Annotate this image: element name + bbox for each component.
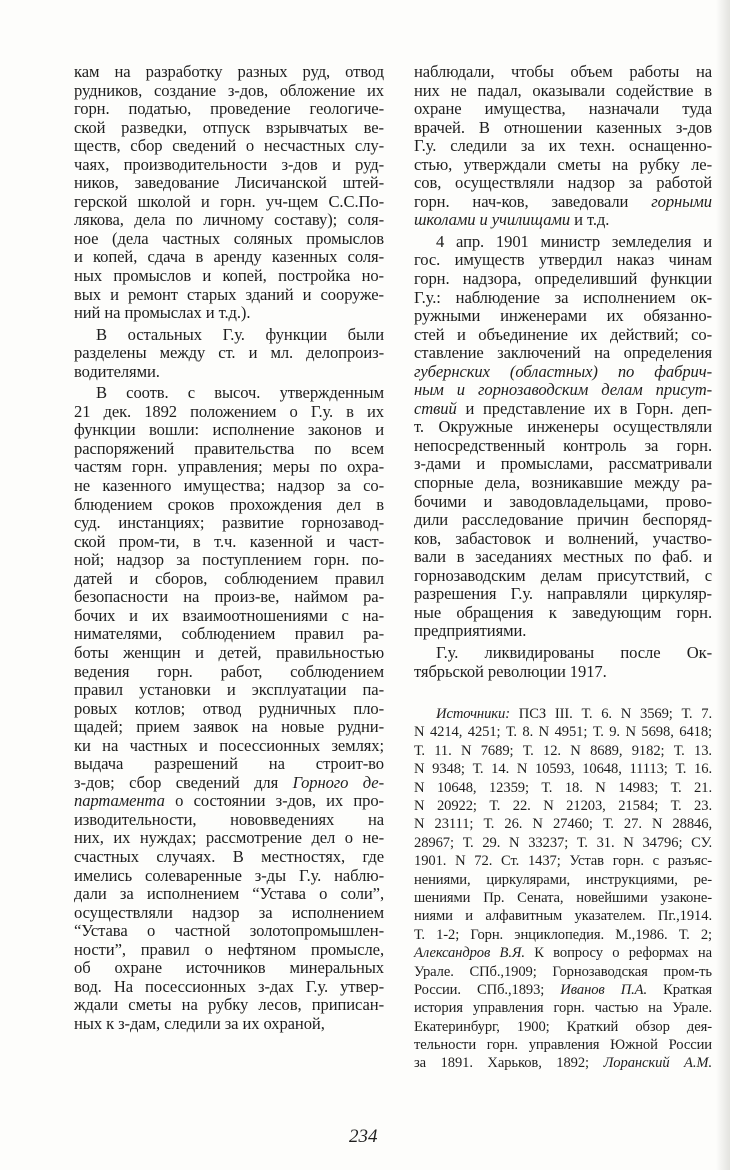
text-line	[74, 737, 384, 756]
text-line	[414, 100, 712, 119]
text-run: Краткая	[647, 981, 712, 998]
text-run: сов, осуществляли надзор за работой	[414, 173, 712, 193]
text-run: горнозаводским делам присутствий, с	[414, 565, 712, 585]
paragraph	[414, 63, 712, 230]
text-line	[74, 440, 384, 459]
text-run: ровых котлов; отвод рудничных пло-	[74, 698, 384, 718]
text-run: 28967; Т. 29. N 33237; Т. 31. N 34796; СУ.	[414, 834, 712, 851]
text-run: В остальных Г.у. функции были	[96, 324, 384, 344]
text-line	[74, 211, 384, 230]
text-run: лякова, дела по личному составу); соля-	[74, 210, 384, 230]
text-line	[414, 585, 712, 604]
text-line	[414, 381, 712, 400]
text-run: датей и сборов, соблюдением правил	[74, 568, 384, 588]
text-run: ки на частных и посессионных землях;	[74, 735, 384, 755]
text-run: герской школой и горн. уч-щем С.С.По-	[74, 191, 384, 211]
text-run: “Устава о частной золотопромышлен-	[74, 921, 384, 941]
text-line	[74, 625, 384, 644]
text-run: об охране источников минеральных	[74, 958, 384, 978]
text-line	[414, 363, 712, 382]
text-line	[74, 1015, 384, 1034]
source-line	[414, 889, 712, 907]
text-line	[414, 270, 712, 289]
text-run: имелись солеваренные з-ды Г.у. наблю-	[74, 865, 384, 885]
source-line	[414, 760, 712, 778]
text-run: них не падал, оказывали содействие в	[414, 80, 712, 100]
source-line	[414, 871, 712, 889]
text-run: 4 апр. 1901 министр земледелия и	[436, 231, 712, 251]
text-line	[74, 904, 384, 923]
text-run: бочими и заводовладельцами, прово-	[414, 491, 712, 511]
text-run: чаях, производительности з-дов и руд-	[74, 154, 384, 174]
text-run: щадей; прием заявок на новые рудни-	[74, 717, 384, 737]
source-line	[414, 705, 712, 723]
text-run: и т.д.	[570, 210, 610, 230]
text-line	[74, 363, 384, 382]
text-run: разрешения Г.у. направляли циркуляр-	[414, 584, 712, 604]
text-run: горн. нач-ков, заведовали	[414, 191, 652, 211]
text-run: ное (дела частных соляных промыслов	[74, 228, 384, 248]
text-run: тябрьской революции 1917.	[414, 661, 607, 681]
text-run: за 1891. Харьков, 1892;	[414, 1055, 604, 1072]
italic-text: Александров В.Я.	[414, 945, 525, 962]
text-line	[414, 326, 712, 345]
italic-text: Лоранский А.М.	[603, 1055, 713, 1072]
text-line	[414, 289, 712, 308]
italic-text: ным и горнозаводским делам присут-	[414, 380, 712, 400]
text-run: Т. 11. N 7689; Т. 12. N 8689, 9182; Т. 13.	[414, 742, 712, 759]
text-run: вали в заседаниях местных по фаб. и	[414, 547, 712, 567]
text-line	[74, 477, 384, 496]
text-run: счастных случаях. В местностях, где	[74, 846, 384, 866]
text-run: дали за исполнением “Устава о соли”,	[74, 884, 384, 904]
text-line	[74, 344, 384, 363]
paragraph	[74, 63, 384, 323]
text-run: Г.у. следили за их техн. оснащенно-	[414, 136, 712, 156]
source-line	[414, 815, 712, 833]
italic-text: партамента	[74, 791, 165, 811]
text-run: ской пром-ти, в т.ч. казенной и част-	[74, 531, 384, 551]
source-line	[414, 1018, 712, 1036]
text-run: Г.у.: наблюдение за исполнением ок-	[414, 287, 712, 307]
text-line	[74, 755, 384, 774]
text-line	[74, 496, 384, 515]
text-run: стей и объединение их действий; со-	[414, 324, 712, 344]
text-line	[74, 996, 384, 1015]
text-run: суд. инстанциях; развитие горнозавод-	[74, 513, 384, 533]
paragraph	[414, 233, 712, 641]
text-line	[414, 251, 712, 270]
text-run: т. Окружные инженеры осуществляли	[414, 417, 712, 437]
text-run: В соотв. с высоч. утвержденным	[96, 383, 384, 403]
text-line	[414, 233, 712, 252]
text-line	[414, 400, 712, 419]
text-line	[74, 829, 384, 848]
text-run: 1901. N 72. Ст. 1437; Устав горн. с разъяс-	[414, 853, 712, 870]
text-line	[414, 63, 712, 82]
source-line	[414, 907, 712, 925]
text-run: ной; надзор за поступлением горн. по-	[74, 550, 384, 570]
text-run: шениями Пр. Сената, новейшими узаконе-	[414, 889, 712, 906]
text-run: дили расследование причин беспоряд-	[414, 510, 712, 530]
text-line	[414, 156, 712, 175]
paragraph	[414, 644, 712, 681]
text-run: изводительности, нововведениях на	[74, 809, 384, 829]
text-run: разделены между ст. и мл. делопроиз-	[74, 343, 384, 363]
text-run: частям горн. управления; меры по охра-	[74, 457, 384, 477]
source-line	[414, 742, 712, 760]
source-line	[414, 723, 712, 741]
text-line	[74, 326, 384, 345]
text-line	[414, 644, 712, 663]
source-line	[414, 1054, 712, 1072]
text-line	[414, 604, 712, 623]
text-line	[74, 304, 384, 323]
text-run: о состоянии з-дов, их про-	[164, 791, 384, 811]
source-line	[414, 779, 712, 797]
text-run: ных к з-дам, следили за их охраной,	[74, 1013, 325, 1033]
text-line	[74, 848, 384, 867]
text-run: вых и ремонт старых зданий и сооруже-	[74, 284, 384, 304]
text-run: ников, заведование Лисичанской штей-	[74, 173, 384, 193]
text-line	[74, 607, 384, 626]
text-run: нениями, циркулярами, инструкциями, ре-	[414, 871, 712, 888]
text-line	[74, 941, 384, 960]
text-run: осуществляли надзор за исполнением	[74, 902, 384, 922]
text-run: непосредственный контроль за горн.	[414, 435, 712, 455]
italic-text: школами и училищами	[414, 210, 571, 230]
text-run: безопасности на произ-ве, наймом ра-	[74, 587, 384, 607]
text-run: ПСЗ III. Т. 6. N 3569; Т. 7.	[509, 706, 712, 723]
text-line	[414, 82, 712, 101]
text-run: вод. На посессионных з-дах Г.у. утвер-	[74, 976, 384, 996]
text-run: К вопросу о реформах на	[524, 945, 712, 962]
text-line	[74, 588, 384, 607]
page-edge-shadow	[716, 0, 730, 1170]
page-number: 234	[349, 1126, 378, 1147]
text-run: ниями и алфавитным указателем. Пг.,1914.	[414, 908, 712, 925]
text-run: нимателями, соблюдением правил ра-	[74, 624, 384, 644]
text-line	[74, 867, 384, 886]
text-run: и копей, сдача в аренду казенных соля-	[74, 247, 384, 267]
text-run: N 23111; Т. 26. N 27460; Т. 27. N 28846,	[414, 816, 712, 833]
text-run: N 9348; Т. 14. N 10593, 10648, 11113; Т. 16.	[414, 761, 712, 778]
sources-block	[414, 705, 712, 1073]
text-run: N 10648, 12359; Т. 18. N 14983; Т. 21.	[414, 779, 712, 796]
text-line	[74, 286, 384, 305]
text-line	[414, 474, 712, 493]
text-run: ждали сметы на рубку лесов, приписан-	[74, 995, 384, 1015]
text-run: тельности горн. управления Южной России	[414, 1037, 712, 1054]
source-line	[414, 999, 712, 1017]
text-run: спорные дела, возникавшие между ра-	[414, 473, 712, 493]
text-run: не казенного имущества; надзор за со-	[74, 476, 384, 496]
text-line	[414, 455, 712, 474]
text-line	[74, 193, 384, 212]
text-line	[74, 100, 384, 119]
text-run: блюдением сроков прохождения дел в	[74, 494, 384, 514]
text-run: ности”, правил о нефтяном промысле,	[74, 939, 384, 959]
text-line	[74, 421, 384, 440]
paragraph	[74, 384, 384, 1033]
text-run: выдача разрешений на строит-во	[74, 754, 384, 774]
text-line	[74, 922, 384, 941]
text-line	[414, 663, 712, 682]
text-line	[74, 384, 384, 403]
text-run: история управления горн. частью на Урале.	[414, 1000, 712, 1017]
italic-text: горными	[651, 191, 712, 211]
text-line	[414, 548, 712, 567]
text-line	[74, 978, 384, 997]
text-line	[74, 458, 384, 477]
text-run: горн. надзора, определивший функции	[414, 269, 712, 289]
text-line	[414, 174, 712, 193]
text-run: предприятиями.	[414, 621, 527, 641]
text-line	[414, 344, 712, 363]
source-line	[414, 797, 712, 815]
italic-text: ствий	[414, 398, 457, 418]
text-line	[74, 137, 384, 156]
text-run: N 4214, 4251; Т. 8. N 4951; Т. 9. N 5698, 6418;	[414, 724, 712, 741]
text-run: ные обращения к заведующим горн.	[414, 602, 712, 622]
text-run: ков, забастовок и волнений, участво-	[414, 528, 712, 548]
text-run: ний на промыслах и т.д.).	[74, 303, 251, 323]
text-run: Урале. СПб.,1909; Горнозаводская пром-ть	[414, 963, 712, 980]
text-run: бочих и их взаимоотношениями с на-	[74, 605, 384, 625]
text-run: N 20922; Т. 22. N 21203, 21584; Т. 23.	[414, 798, 712, 814]
text-line	[414, 418, 712, 437]
source-line	[414, 944, 712, 962]
text-line	[74, 533, 384, 552]
text-line	[74, 174, 384, 193]
text-run: з-дов; сбор сведений для	[74, 772, 293, 792]
right-column	[414, 63, 712, 1073]
text-line	[74, 248, 384, 267]
text-line	[414, 211, 712, 230]
text-line	[414, 511, 712, 530]
text-run: ведения горн. работ, соблюдением	[74, 661, 384, 681]
source-line	[414, 926, 712, 944]
text-run: распоряжений правительства по всем	[74, 438, 384, 458]
text-run: кам на разработку разных руд, отвод	[74, 62, 384, 81]
text-run: и представление их в Горн. деп-	[456, 398, 712, 418]
text-run: наблюдали, чтобы объем работы на	[414, 62, 712, 81]
text-line	[74, 403, 384, 422]
text-line	[414, 493, 712, 512]
text-run: России. СПб.,1893;	[414, 981, 561, 998]
text-line	[74, 885, 384, 904]
text-line	[74, 119, 384, 138]
text-run: Т. 1-2; Горн. энциклопедия. М.,1986. Т. 2;	[414, 926, 712, 943]
text-line	[74, 267, 384, 286]
text-line	[414, 567, 712, 586]
text-line	[414, 119, 712, 138]
source-line	[414, 963, 712, 981]
italic-text: Горного де-	[292, 772, 384, 792]
text-run: правил установки и эксплуатации па-	[74, 680, 384, 700]
sources-gap	[414, 681, 712, 705]
text-line	[74, 230, 384, 249]
text-line	[74, 570, 384, 589]
text-line	[414, 307, 712, 326]
text-run: ской разведки, отпуск взрывчатых ве-	[74, 117, 384, 137]
text-run: охране имущества, назначали туда	[414, 99, 712, 119]
text-line	[414, 622, 712, 641]
text-line	[74, 811, 384, 830]
text-line	[74, 681, 384, 700]
text-line	[414, 437, 712, 456]
italic-text: Источники:	[436, 706, 510, 723]
text-run: рудников, создание з-дов, обложение их	[74, 80, 384, 100]
text-line	[74, 82, 384, 101]
italic-text: губернских (областных) по фабрич-	[414, 361, 712, 381]
text-run: ружными инженерами их обязанно-	[414, 306, 712, 326]
text-line	[74, 63, 384, 82]
italic-text: Иванов П.А.	[560, 981, 648, 998]
text-run: стью, утверждали сметы на рубку ле-	[414, 154, 712, 174]
text-run: водителями.	[74, 361, 160, 381]
source-line	[414, 1036, 712, 1054]
text-line	[74, 959, 384, 978]
text-line	[74, 792, 384, 811]
source-line	[414, 834, 712, 852]
text-run: них, их нуждах; рассмотрение дел о не-	[74, 828, 384, 848]
text-line	[414, 137, 712, 156]
text-line	[74, 700, 384, 719]
paragraph	[74, 326, 384, 382]
text-run: Г.у. ликвидированы после Ок-	[436, 642, 712, 662]
text-run: врачей. В отношении казенных з-дов	[414, 117, 712, 137]
text-run: гос. имуществ утвердил наказ чинам	[414, 250, 712, 270]
source-line	[414, 852, 712, 870]
text-run: функции вошли: исполнение законов и	[74, 420, 384, 440]
text-run: 21 дек. 1892 положением о Г.у. в их	[74, 401, 384, 421]
text-run: ных промыслов и копей, постройка но-	[74, 266, 384, 286]
text-run: ставление заключений на определения	[414, 343, 712, 363]
text-line	[74, 774, 384, 793]
source-line	[414, 981, 712, 999]
text-line	[74, 156, 384, 175]
text-line	[74, 514, 384, 533]
text-line	[414, 193, 712, 212]
left-column	[74, 63, 384, 1033]
text-line	[74, 644, 384, 663]
text-run: з-дами и промыслами, рассматривали	[414, 454, 712, 474]
text-run: Екатеринбург, 1900; Краткий обзор дея-	[414, 1018, 712, 1035]
text-line	[74, 551, 384, 570]
text-run: боты женщин и детей, правильностью	[74, 642, 384, 662]
text-line	[74, 718, 384, 737]
text-line	[414, 530, 712, 549]
text-line	[74, 663, 384, 682]
text-run: ществ, сбор сведений о несчастных слу-	[74, 136, 384, 156]
text-run: горн. податью, проведение геологиче-	[74, 99, 384, 119]
